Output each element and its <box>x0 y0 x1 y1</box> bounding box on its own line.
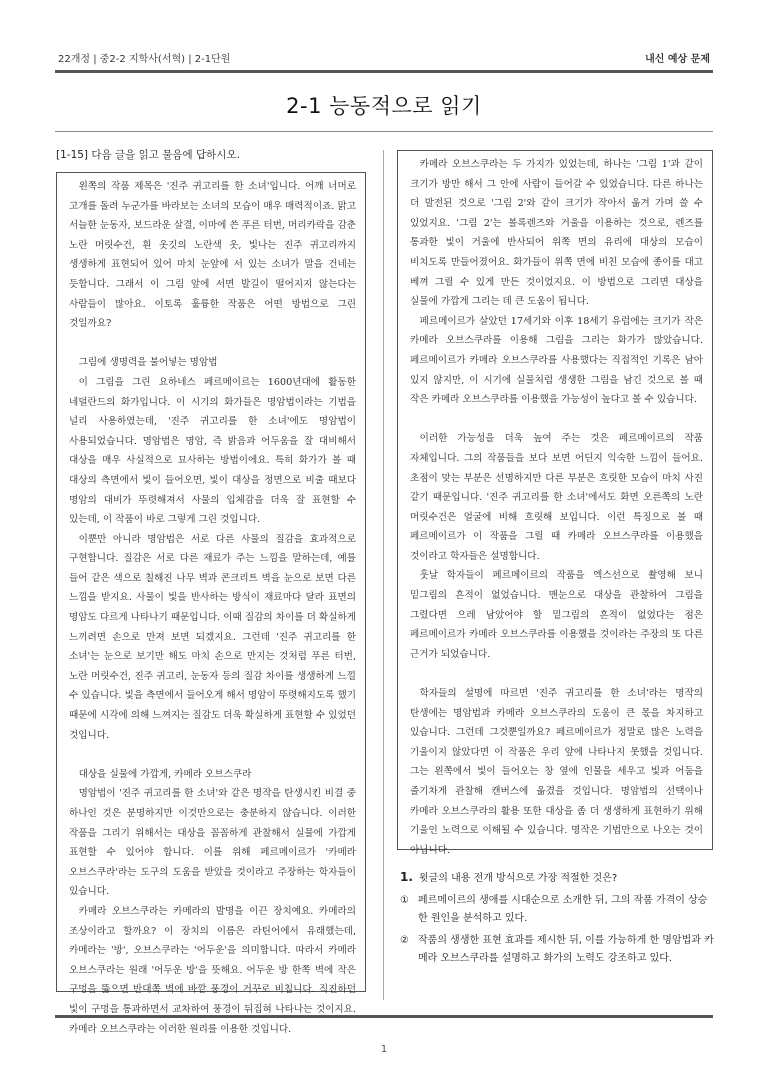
section-heading: 그림에 생명력을 불어넣는 명암법 <box>78 357 218 369</box>
paragraph: 명암법이 '진주 귀고리를 한 소녀'와 같은 명작을 탄생시킨 비결 중 하나인 것은 분명하지만 이것만으로는 충분하지 않습니다. 이러한 작품을 그리기 위해서는 대상을 꼼꼼하게 관찰해서 실물에 가깝게 표현할 수 있어야 합니다. 이를 위해 페르메이르가 '카메라 오브스쿠라'라는 도구의 도움을 받았을 것이라고 주장하는 학자들이 있습니다. <box>69 788 356 898</box>
paragraph: 학자들의 설명에 따르면 '진주 귀고리를 한 소녀'라는 명작의 탄생에는 명암법과 카메라 오브스쿠라의 도움이 큰 몫을 차지하고 있습니다. 그런데 그것뿐일까요? 페르메이르가 정말로 많은 노력을 기울이지 않았다면 이 작품은 우리 앞에 나타나지 못했을 것입니다. 그는 왼쪽에서 빛이 들어오는 창 옆에 인물을 세우고 빛과 어둠을 줄기차게 관찰해 캔버스에 옮겼을 것입니다. 명암법의 선택이나 카메라 오브스쿠라의 활용 또한 대상을 좀 더 생생하게 표현하기 위해 기울인 노력으로 이해될 수 있습니다. 명작은 기법만으로 나오는 것이 아닙니다. <box>410 688 703 856</box>
paragraph: 왼쪽의 작품 제목은 '진주 귀고리를 한 소녀'입니다. 어깨 너머로 고개를 돌려 누군가를 바라보는 소녀의 모습이 매우 매력적이죠. 맑고 서늘한 눈동자, 보드라운 살결, 이마에 쓴 푸른 터번, 머리카락을 감춘 노란 머릿수건, 흰 옷깃의 노란색 옷, 빛나는 진주 귀고리까지 생생하게 표현되어 있어 마치 눈앞에 서 있는 소녀가 말을 건네는 듯합니다. 그래서 이 그림 앞에 서면 발길이 떨어지지 않는다는 사람들이 많아요. 이토록 훌륭한 작품은 어떤 방법으로 그린 것일까요? <box>69 181 356 330</box>
page-title: 2-1 능동적으로 읽기 <box>286 94 482 118</box>
option-mark: ① <box>400 895 409 906</box>
header-right: 내신 예상 문제 <box>645 54 710 65</box>
header-left: 22개정 | 중2-2 지학사(서혁) | 2-1단원 <box>58 54 231 65</box>
question-1 <box>400 868 714 968</box>
column-divider <box>383 150 384 1000</box>
paragraph: 이뿐만 아니라 명암법은 서로 다른 사물의 질감을 효과적으로 구현합니다. 질감은 서로 다른 재료가 주는 느낌을 말하는데, 예를 들어 같은 색으로 칠해진 나무 벽과 콘크리트 벽을 눈으로 보면 다른 느낌을 받지요. 사물이 빛을 반사하는 방식이 재료마다 달라 표면의 명암도 다르게 나타나기 때문입니다. 이때 질감의 차이를 더 확실하게 느끼려면 손으로 만져 보면 되겠지요. 그런데 '진주 귀고리를 한 소녀'는 눈으로 보기만 해도 마치 손으로 만지는 것처럼 푸른 터번, 노란 머릿수건, 진주 귀고리, 눈동자 등의 질감 차이를 생생하게 느낄 수 있습니다. 빛을 측면에서 들어오게 해서 명암이 뚜렷해지도록 했기 때문에 시각에 의해 느껴지는 질감도 더욱 확실하게 표현할 수 있었던 것입니다. <box>69 533 356 741</box>
paragraph: 이러한 가능성을 더욱 높여 주는 것은 페르메이르의 작품 자체입니다. 그의 작품들을 보다 보면 어딘지 익숙한 느낌이 들어요. 초점이 맞는 부분은 선명하지만 다른 부분은 흐릿한 모습이 마치 사진 같기 때문입니다. '진주 귀고리를 한 소녀'에서도 화면 오른쪽의 노란 머릿수건은 얼굴에 비해 흐릿해 보입니다. 이런 특징으로 볼 때 페르메이르가 이 작품을 그릴 때 카메라 오브스쿠라를 이용했을 것이라고 학자들은 설명합니다. <box>410 433 703 562</box>
question-number: 1. <box>400 870 413 884</box>
footer-rule <box>55 1015 713 1018</box>
question-stem: 윗글의 내용 전개 방식으로 가장 적절한 것은? <box>418 873 618 884</box>
option-mark: ② <box>400 935 409 946</box>
paragraph: 카메라 오브스쿠라는 카메라의 발명을 이끈 장치예요. 카메라의 조상이라고 할까요? 이 장치의 이름은 라틴어에서 유래했는데, 카메라는 '방', 오브스쿠라는 '어두운'을 의미합니다. 따라서 카메라 오브스쿠라는 원래 '어두운 방'을 뜻해요. 어두운 방 한쪽 벽에 작은 구멍을 뚫으면 반대쪽 벽에 바깥 풍경이 거꾸로 비칩니다. 직진하던 빛이 구멍을 통과하면서 교차하여 풍경이 뒤집혀 나타나는 것이지요. 카메라 오브스쿠라는 이러한 원리를 이용한 것입니다. <box>69 905 356 1035</box>
instruction: [1-15] 다음 글을 읽고 물음에 답하시오. <box>56 149 240 161</box>
option-text: 페르메이르의 생애를 시대순으로 소개한 뒤, 그의 작품 가격이 상승한 원인을 분석하고 있다. <box>418 895 708 924</box>
passage-box-left <box>56 172 366 1035</box>
section-heading: 대상을 실물에 가깝게, 카메라 오브스쿠라 <box>78 768 252 780</box>
answer-option[interactable] <box>400 932 714 968</box>
answer-option[interactable] <box>400 892 714 928</box>
paragraph: 페르메이르가 살았던 17세기와 이후 18세기 유럽에는 크기가 작은 카메라 오브스쿠라를 이용해 그림을 그리는 화가가 많았습니다. 페르메이르가 카메라 오브스쿠라를 사용했다는 직접적인 기록은 남아 있지 않지만, 이 시기에 실물처럼 생생한 그림을 남긴 것으로 볼 때 작은 카메라 오브스쿠라를 이용했을 가능성이 높다고 볼 수 있습니다. <box>410 315 703 406</box>
paragraph: 이 그림을 그린 요하네스 페르메이르는 1600년대에 활동한 네덜란드의 화가입니다. 이 시기의 화가들은 명암법이라는 기법을 널리 사용하였는데, '진주 귀고리를 한 소녀'에도 명암법이 사용되었습니다. 명암법은 명암, 즉 밝음과 어두움을 잘 대비해서 대상을 매우 사실적으로 묘사하는 방법이에요. 특히 화가가 볼 때 대상의 측면에서 빛이 들어오면, 빛이 대상을 정면으로 비출 때보다 명암의 대비가 뚜렷해져서 사물의 입체감을 더욱 잘 표현할 수 있는데, 이 작품이 바로 그렇게 그린 것입니다. <box>69 376 356 526</box>
paragraph: 훗날 학자들이 페르메이르의 작품을 엑스선으로 촬영해 보니 밑그림의 흔적이 없었습니다. 맨눈으로 대상을 관찰하여 그림을 그렸다면 으레 남았어야 할 밑그림의 흔적이 없었다는 점은 페르메이르가 카메라 오브스쿠라를 이용했을 것이라는 주장의 또 다른 근거가 되었습니다. <box>410 570 703 660</box>
header-rule <box>55 70 713 73</box>
passage-box-right <box>397 150 713 856</box>
page-number: 1 <box>380 1044 388 1055</box>
paragraph: 카메라 오브스쿠라는 두 가지가 있었는데, 하나는 '그림 1'과 같이 크기가 방만 해서 그 안에 사람이 들어갈 수 있었습니다. 다른 하나는 더 발전된 것으로 '그림 2'와 같이 크기가 작아서 옮겨 가며 쓸 수 있었지요. '그림 2'는 볼록렌즈와 거울을 이용하는 것으로, 렌즈를 통과한 빛이 거울에 반사되어 위쪽 면의 유리에 대상의 모습이 비치도록 만들어졌어요. 화가들이 위쪽 면에 비친 모습에 종이를 대고 베껴 그릴 수 있게 만든 것이었지요. 이 방법으로 그리면 대상을 실물에 가깝게 그리는 데 큰 도움이 됩니다. <box>410 159 703 308</box>
option-text: 작품의 생생한 표현 효과를 제시한 뒤, 이를 가능하게 한 명암법과 카메라 오브스쿠라를 설명하고 화가의 노력도 강조하고 있다. <box>418 935 714 964</box>
title-rule <box>55 131 713 132</box>
